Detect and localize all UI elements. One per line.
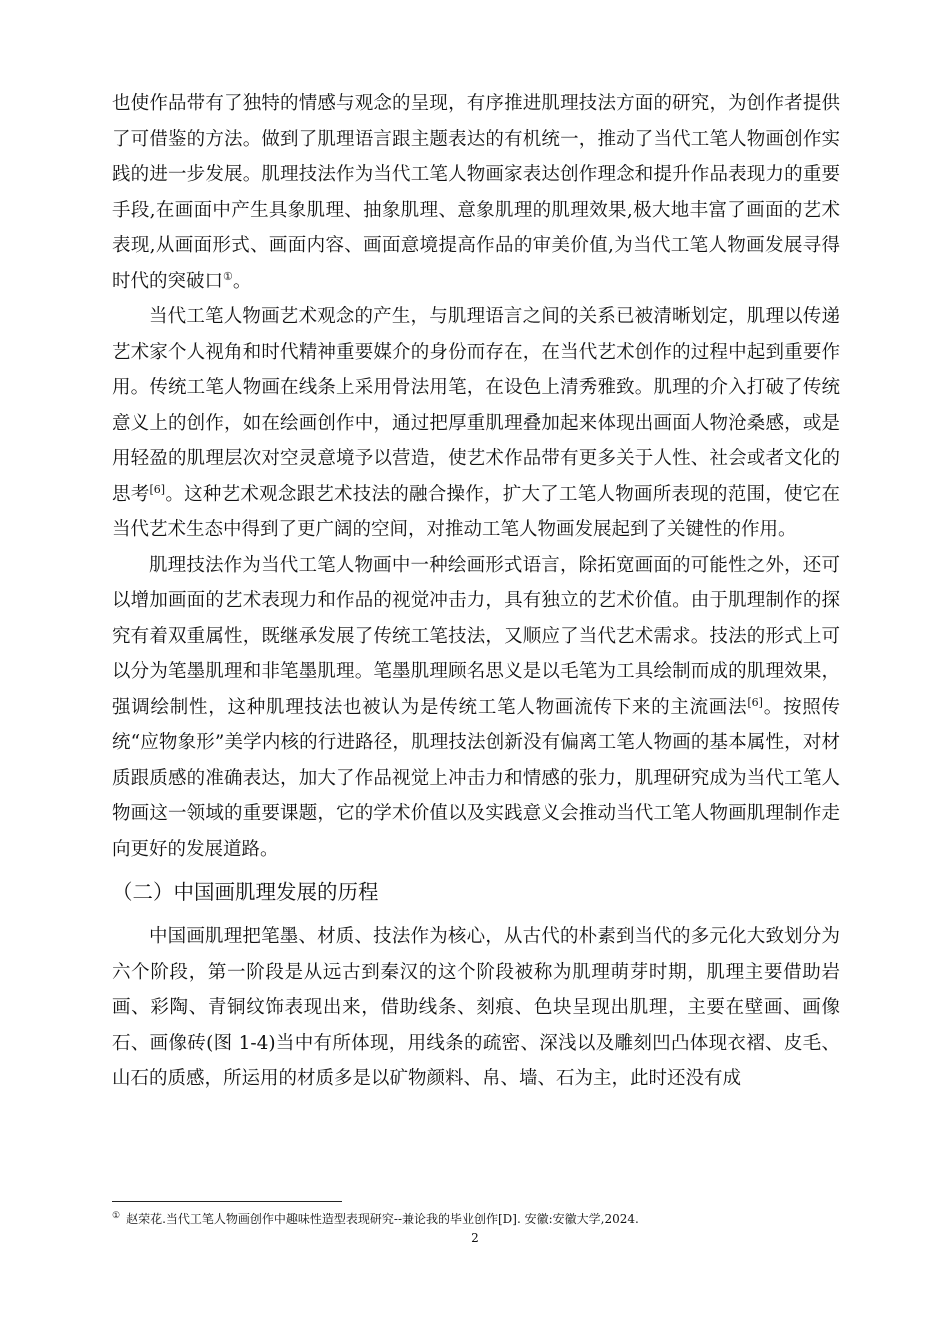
paragraph-2-text-part2: 。这种艺术观念跟艺术技法的融合操作，扩大了工笔人物画所表现的范围，使它在当代艺术生态中得到了更广阔的空间，对推动工笔人物画发展起到了关键性的作用。 bbox=[112, 483, 840, 540]
footnote-divider bbox=[112, 1201, 342, 1202]
paragraph-1-tail: 。 bbox=[232, 270, 252, 292]
paragraph-2 bbox=[112, 299, 840, 548]
paragraph-3-text-part2: 。按照传统“应物象形”美学内核的行进路径，肌理技法创新没有偏离工笔人物画的基本属性，对材质跟质感的准确表达，加大了作品视觉上冲击力和情感的张力，肌理研究成为当代工笔人物画这一领域的重要课题，它的学术价值以及实践意义会推动当代工笔人物画肌理制作走向更好的发展道路。 bbox=[112, 696, 840, 860]
section-heading: （二）中国画肌理发展的历程 bbox=[112, 880, 379, 904]
footnote-text: 赵荣花.当代工笔人物画创作中趣味性造型表现研究--兼论我的毕业创作[D]. 安徽:安徽大学,2024. bbox=[126, 1212, 639, 1226]
paragraph-4 bbox=[112, 919, 840, 1097]
paragraph-3-text-part1: 肌理技法作为当代工笔人物画中一种绘画形式语言，除拓宽画面的可能性之外，还可以增加画面的艺术表现力和作品的视觉冲击力，具有独立的艺术价值。由于肌理制作的探究有着双重属性，既继承发展了传统工笔技法，又顺应了当代艺术需求。技法的形式上可以分为笔墨肌理和非笔墨肌理。笔墨肌理顾名思义是以毛笔为工具绘制而成的肌理效果，强调绘制性，这种肌理技法也被认为是传统工笔人物画流传下来的主流画法 bbox=[112, 554, 840, 718]
paragraph-1-text: 也使作品带有了独特的情感与观念的呈现，有序推进肌理技法方面的研究，为创作者提供了可借鉴的方法。做到了肌理语言跟主题表达的有机统一，推动了当代工笔人物画创作实践的进一步发展。肌理技法作为当代工笔人物画家表达创作理念和提升作品表现力的重要手段,在画面中产生具象肌理、抽象肌理、意象肌理的肌理效果,极大地丰富了画面的艺术表现,从画面形式、画面内容、画面意境提高作品的审美价值,为当代工笔人物画发展寻得时代的突破口 bbox=[112, 93, 840, 292]
page-number: 2 bbox=[471, 1231, 479, 1245]
footnote-reference-mark[interactable]: ① bbox=[223, 269, 233, 283]
citation-6-second[interactable]: [6] bbox=[747, 695, 763, 709]
footnote bbox=[112, 1210, 840, 1228]
paragraph-3 bbox=[112, 548, 840, 868]
footnote-mark: ① bbox=[112, 1211, 121, 1221]
paragraph-1 bbox=[112, 86, 840, 299]
body-text bbox=[112, 86, 840, 1097]
paragraph-4-text: 中国画肌理把笔墨、材质、技法作为核心，从古代的朴素到当代的多元化大致划分为六个阶段，第一阶段是从远古到秦汉的这个阶段被称为肌理萌芽时期，肌理主要借助岩画、彩陶、青铜纹饰表现出来，借助线条、刻痕、色块呈现出肌理，主要在壁画、画像石、画像砖(图 1-4)当中有所体现，用线条的疏密、深浅以及雕刻凹凸体现衣褶、皮毛、山石的质感，所运用的材质多是以矿物颜料、帛、墙、石为主，此时还没有成 bbox=[112, 926, 840, 1089]
paragraph-2-text-part1: 当代工笔人物画艺术观念的产生，与肌理语言之间的关系已被清晰划定，肌理以传递艺术家个人视角和时代精神重要媒介的身份而存在，在当代艺术创作的过程中起到重要作用。传统工笔人物画在线条上采用骨法用笔，在设色上清秀雅致。肌理的介入打破了传统意义上的创作，如在绘画创作中，通过把厚重肌理叠加起来体现出画面人物沧桑感，或是用轻盈的肌理层次对空灵意境予以营造，使艺术作品带有更多关于人性、社会或者文化的思考 bbox=[112, 306, 840, 505]
citation-6-first[interactable]: [6] bbox=[149, 482, 166, 496]
